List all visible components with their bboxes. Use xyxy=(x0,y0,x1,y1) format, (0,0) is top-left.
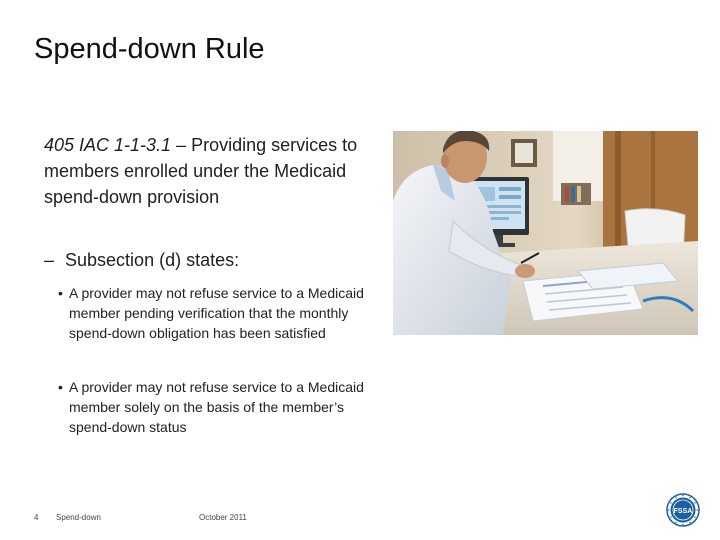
subsection-dash: – xyxy=(44,250,55,270)
fssa-seal-icon xyxy=(666,493,700,527)
lead-paragraph xyxy=(44,132,364,210)
bullet-dot-icon: • xyxy=(58,379,63,395)
slide-title: Spend-down Rule xyxy=(34,33,265,65)
lead-separator: – xyxy=(171,135,192,155)
lead-text: Providing services to members enrolled under the Medicaid spend-down provision xyxy=(44,135,358,207)
bullet-item xyxy=(58,283,369,343)
footer-page-number: 4 xyxy=(34,513,39,522)
bullet-text: A provider may not refuse service to a Medicaid member solely on the basis of the member’s spend-down status xyxy=(69,379,364,435)
doctor-photo xyxy=(393,131,698,335)
fssa-seal-text: FSSA xyxy=(673,508,693,515)
footer-label: Spend-down xyxy=(56,513,101,522)
footer-date: October 2011 xyxy=(199,513,247,522)
fssa-seal-logo xyxy=(666,493,700,527)
lead-citation: 405 IAC 1-1-3.1 xyxy=(44,135,172,155)
subsection-heading xyxy=(44,248,364,272)
bullet-item xyxy=(58,377,369,437)
subsection-text: Subsection (d) states: xyxy=(65,250,240,270)
bullet-dot-icon: • xyxy=(58,285,63,301)
doctor-photo-illustration xyxy=(393,131,698,335)
bullet-text: A provider may not refuse service to a Medicaid member pending verification that the monthly spend-down obligation has been satisfied xyxy=(69,285,364,341)
